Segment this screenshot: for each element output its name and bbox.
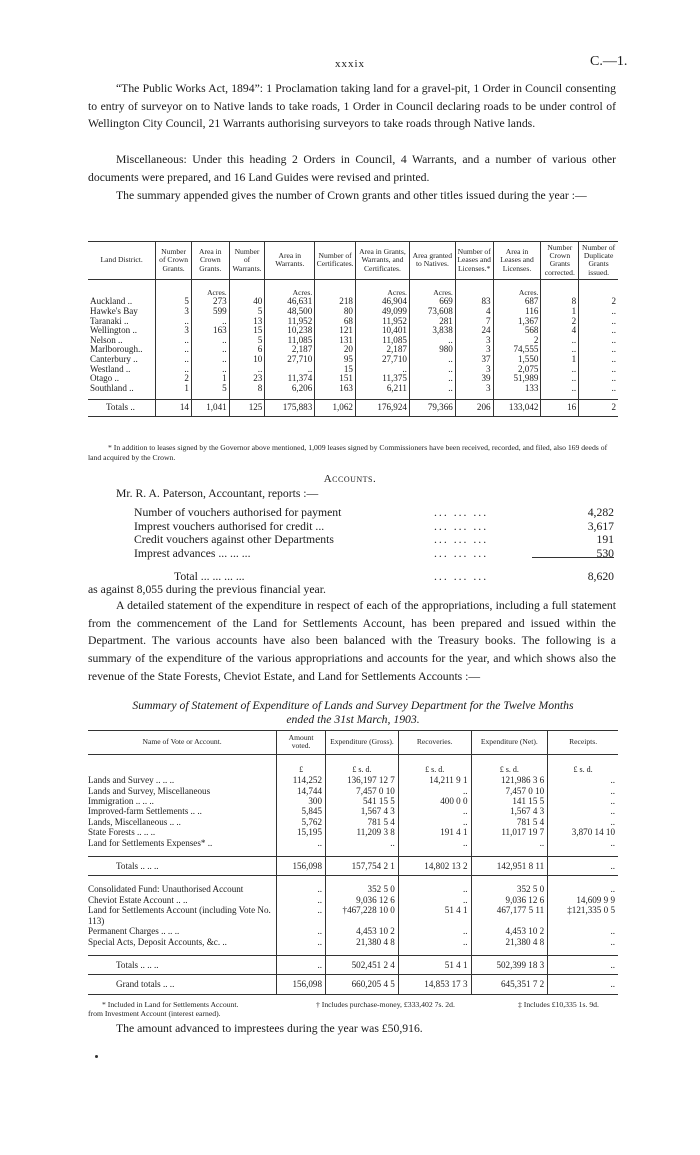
column-header: Number of Crown Grants.: [156, 242, 192, 280]
table-cell: 11,952: [355, 317, 409, 327]
table-cell: ..: [156, 317, 192, 327]
table-cell: 300: [277, 796, 326, 806]
units-row: Acres. Acres. Acres. Acres. Acres.: [88, 279, 618, 297]
table-cell: 21,380 4 8: [326, 937, 399, 956]
table-body: [88, 279, 618, 400]
column-header: Area granted to Natives.: [409, 242, 455, 280]
column-header: Number of Certificates.: [315, 242, 356, 280]
table-cell: 5: [191, 384, 229, 400]
row-label: Auckland ..: [90, 296, 133, 307]
table-cell: 5: [229, 336, 265, 346]
table-cell: ..: [548, 937, 618, 956]
table-cell: ..: [409, 384, 455, 400]
table-cell: ..: [579, 336, 618, 346]
table-cell: ..: [156, 336, 192, 346]
table-cell: ..: [579, 374, 618, 384]
row-label: Consolidated Fund: Unauthorised Account: [88, 884, 244, 895]
table-cell: 157,754 2 1: [326, 857, 399, 876]
table-cell: 352 5 0: [326, 884, 399, 894]
table-cell: 156,098: [277, 857, 326, 876]
table-cell: 3,870 14 10: [548, 827, 618, 837]
table-cell: ‡121,335 0 5: [548, 905, 618, 926]
column-header: Expenditure (Net).: [471, 731, 548, 755]
table-row: [88, 365, 618, 375]
column-header: Land District.: [88, 242, 156, 280]
table-cell: 1: [156, 384, 192, 400]
table-cell: ..: [579, 317, 618, 327]
table-row: [88, 817, 618, 827]
table-cell: 136,197 12 7: [326, 775, 399, 785]
table-cell: ..: [191, 365, 229, 375]
row-label: Land for Settlements Account (including Vote No. 113): [88, 905, 271, 926]
table-row: [88, 975, 618, 994]
table-cell: 15: [229, 326, 265, 336]
table-cell: 5,762: [277, 817, 326, 827]
table-cell: 48,500: [265, 307, 315, 317]
table-cell: ..: [398, 937, 471, 956]
table-cell: 1,550: [493, 355, 541, 365]
table-cell: 9,036 12 6: [471, 895, 548, 905]
table-cell: ..: [398, 806, 471, 816]
table-cell: 141 15 5: [471, 796, 548, 806]
table-cell: 2: [493, 336, 541, 346]
table-cell: ..: [548, 786, 618, 796]
table-header-row: [88, 242, 618, 280]
table-cell: 133: [493, 384, 541, 400]
table-cell: 14,609 9 9: [548, 895, 618, 905]
table-row: [88, 384, 618, 400]
row-label: Marlborough..: [90, 344, 143, 355]
page-mark: [95, 1055, 98, 1058]
table-row: [88, 895, 618, 905]
table-cell: 3,838: [409, 326, 455, 336]
table-cell: 1: [541, 307, 579, 317]
row-label: Permanent Charges .. .. ..: [88, 926, 180, 937]
table-cell: 1,567 4 3: [326, 806, 399, 816]
table-cell: 5: [156, 297, 192, 307]
table-cell: ..: [541, 336, 579, 346]
accounts-heading: Accounts.: [323, 473, 377, 485]
table-cell: 80: [315, 307, 356, 317]
column-header: Area in Grants, Warrants, and Certificates.: [355, 242, 409, 280]
column-header: Amount voted.: [277, 731, 326, 755]
table-cell: 39: [455, 374, 493, 384]
table-cell: 11,952: [265, 317, 315, 327]
table-cell: 68: [315, 317, 356, 327]
table-row: [88, 838, 618, 857]
table-cell: ..: [277, 838, 326, 857]
row-label: Otago ..: [90, 373, 120, 384]
table-row: [88, 884, 618, 894]
table-cell: ..: [541, 345, 579, 355]
row-label: Taranaki ..: [90, 315, 129, 326]
column-header: Number of Duplicate Grants issued.: [579, 242, 618, 280]
table-row: [88, 786, 618, 796]
table-row: [88, 345, 618, 355]
row-label: Canterbury ..: [90, 353, 138, 364]
row-label: Totals .. .. ..: [88, 955, 277, 974]
table-cell: 3: [156, 307, 192, 317]
table-row: [88, 806, 618, 816]
table-cell: 24: [455, 326, 493, 336]
table-row: [88, 336, 618, 346]
table-cell: ..: [409, 374, 455, 384]
table-cell: 11,374: [265, 374, 315, 384]
table-cell: 4,453 10 2: [326, 926, 399, 936]
table-cell: ..: [277, 926, 326, 936]
voucher-total: Total ... ... ... ... ... ... ... 8,620: [174, 570, 614, 584]
table-cell: 8: [229, 384, 265, 400]
table-cell: 49,099: [355, 307, 409, 317]
table-cell: 10,401: [355, 326, 409, 336]
table-cell: †467,228 10 0: [326, 905, 399, 926]
row-label: Hawke's Bay: [90, 306, 138, 316]
row-label: Westland ..: [90, 363, 131, 374]
table-cell: 5,845: [277, 806, 326, 816]
table-cell: 5: [229, 307, 265, 317]
table-cell: 27,710: [265, 355, 315, 365]
row-label: Wellington ..: [90, 325, 138, 336]
table-cell: 83: [455, 297, 493, 307]
table-cell: 10,238: [265, 326, 315, 336]
table-cell: ..: [548, 838, 618, 857]
table-cell: 273: [191, 297, 229, 307]
table-cell: 568: [493, 326, 541, 336]
document-page: xxxix C.—1. “The Public Works Act, 1894”: 1 Proclamation taking land for a gravel-pit, 1 Order in Council consenting to entry of surveyor on to Native lands to take roads, 1 Order in Council declaring roads to be under control of Wellington City Council, 21 Warrants authorising surveyors to take roads through Native lands. Miscellaneous: Under this heading 2 Orders in Council, 4 Warrants, and a number of various other documents were prepared, and 16 Land Guides were revised and printed. The summary appended gives the number of Crown grants and other titles issued during the year :— Land District. Number of Crown Grants. Area in Crown Grants. Number of Warrants. Area in Warrants. Number of Certificates. Area in Grants, Warrants, and Certificates. Area granted to Natives. Number of Leases and Licenses.* Area in Leases and Licenses. Number Crown Grants corrected. Number of Duplicate Grants issued. Acres. Acres. Acres. Acres. Acres. Auckland .. 5 273 40 46,631 218 46,904 669 83 687 8 2 Hawke's Bay 3 599 5 48,500 80 49,099 73,608 4 116 1 .. Taranaki .. .. .. 13 11,952 68 11,952 281 7 1,367 2 .. Wellington .. 3 163 15 10,238 121 10,401 3,838 24 568 4 .. Nelson .. .. .. 5 11,085 131 11,085 .. 3 2 .. .. Marlborough.. .. .. 6 2,187 20 2,187 980 3 74,555 .. .. Canterbury .. .. .. 10 27,710 95 27,710 .. 37 1,550 1 .. Westland .. .. .. .. .. 15 .. .. 3 2,075 .. .. Otago .. 2 1 23 11,374 151 11,375 .. 39 51,989 .. .. Southland .. 1 5 8 6,206 163 6,211 .. 3 133 .. .. Totals .. 14 1,041 125 175,883 1,062 176,924 79,366 206 133,042 16 2 * In addition to leases signed by the Governor above mentioned, 1,009 leases signed by Commissioners have been received, recorded, and filed, also 169 deeds of land acquired by the Crown. Accounts. Mr. R. A. Paterson, Accountant, reports :— Number of vouchers authorised for payment ... ... ... 4,282 Imprest vouchers authorised for credit ... ... ... ... 3,617 Credit vouchers against other Departments ... ... ... 191 Imprest advances ... ... ... ... ... ... 530 Total ... ... ... ... ... ... ... 8,620 as against 8,055 during the previous financial year. A detailed statement of the expenditure in respect of each of the appropriations, including a full statement from the commencement of the Land for Settlements Account, has been prepared and issued within the Department. The various accounts have also been balanced with the Treasury books. The following is a summary of the expenditure of the various appropriations and accounts for the year, and which shows also the revenue of the State Forests, Cheviot Estate, and Land for Settlements Accounts :— Summary of Statement of Expenditure of Lands and Survey Department for the Twelve Months ended the 31st March, 1903. Name of Vote or Account. Amount voted. Expenditure (Gross). Recoveries. Expenditure (Net). Receipts. £ £ s. d. £ s. d. £ s. d. £ s. d. Lands and Survey .. .. .. 114,252 136,197 12 7 14,211 9 1 121,986 3 6 .. Lands and Survey, Miscellaneous 14,744 7,457 0 10 .. 7,457 0 10 .. Immigration .. .. .. 300 541 15 5 400 0 0 141 15 5 .. Improved-farm Settlements .. .. 5,845 1,567 4 3 .. 1,567 4 3 .. Lands, Miscellaneous .. .. 5,762 781 5 4 .. 781 5 4 .. State Forests .. .. .. 15,195 11,209 3 8 191 4 1 11,017 19 7 3,870 14 10 Land for Settlements Expenses* .. .. .. .. .. .. Totals .. .. .. 156,098 157,754 2 1 14,802 13 2 142,951 8 11 .. Consolidated Fund: Unauthorised Account .. 352 5 0 .. 352 5 0 .. Cheviot Estate Account .. .. .. 9,036 12 6 .. 9,036 12 6 14,609 9 9 Land for Settlements Account (including Vote No. 113) .. †467,228 10 0 51 4 1 467,177 5 11 ‡121,335 0 5 Permanent Charges .. .. .. .. 4,453 10 2 .. 4,453 10 2 .. Special Acts, Deposit Accounts, &c. .. .. 21,380 4 8 .. 21,380 4 8 .. Totals .. .. .. .. 502,451 2 4 51 4 1 502,399 18 3 .. Grand totals .. .. 156,098 660,205 4 5 14,853 17 3 645,351 7 2 .. * Included in Land for Settlements Account. from Investment Account (interest earned). † Includes purchase-money, £333,402 7s. 2d. ‡ Includes £10,335 1s. 9d. The amount advanced to imprestees during the year was £50,916.: [0, 0, 700, 1155]
summary-title: Summary of Statement of Expenditure of Lands and Survey Department for the Twelve Months ended the 31st March, 1903.: [132, 699, 574, 726]
table-cell: 502,399 18 3: [471, 955, 548, 974]
list-item: Number of vouchers authorised for payment ... ... ... 4,282: [134, 506, 614, 519]
table-cell: 4,453 10 2: [471, 926, 548, 936]
table-row: [88, 317, 618, 327]
table-cell: 11,017 19 7: [471, 827, 548, 837]
table-cell: ..: [191, 355, 229, 365]
table-cell: 37: [455, 355, 493, 365]
paragraph-summary-intro: The summary appended gives the number of Crown grants and other titles issued during the year :—: [116, 189, 587, 202]
table-cell: ..: [398, 838, 471, 857]
table-cell: 14,211 9 1: [398, 775, 471, 785]
table-cell: ..: [398, 895, 471, 905]
page-number: xxxix: [334, 58, 366, 70]
table-cell: ..: [548, 817, 618, 827]
table-cell: 7,457 0 10: [326, 786, 399, 796]
table-cell: 142,951 8 11: [471, 857, 548, 876]
table-cell: 687: [493, 297, 541, 307]
table-cell: 1: [541, 355, 579, 365]
row-label: Totals .. .. ..: [88, 857, 277, 876]
table-cell: 980: [409, 345, 455, 355]
table-cell: 14,802 13 2: [398, 857, 471, 876]
document-code: C.—1.: [590, 54, 628, 69]
table-row: [88, 775, 618, 785]
table-cell: 599: [191, 307, 229, 317]
spacer-row: [88, 876, 618, 885]
table-cell: ..: [409, 365, 455, 375]
table-cell: 11,085: [265, 336, 315, 346]
table-row: [88, 905, 618, 926]
table-cell: 1: [191, 374, 229, 384]
expenditure-summary-table: [88, 730, 618, 995]
crown-grants-table: [88, 241, 618, 417]
voucher-list: [134, 506, 614, 584]
table-cell: 2: [579, 297, 618, 307]
list-item: Imprest advances ... ... ... ... ... ... 530: [134, 546, 614, 560]
column-header: Area in Leases and Licenses.: [493, 242, 541, 280]
table-cell: ..: [548, 775, 618, 785]
table-cell: ..: [326, 838, 399, 857]
table-cell: ..: [579, 345, 618, 355]
table-footnote: * In addition to leases signed by the Governor above mentioned, 1,009 leases signed by Commissioners have been received, recorded, and filed, also 169 deeds of land acquired by the Crown.: [88, 443, 608, 462]
table-cell: 4: [541, 326, 579, 336]
accounts-intro: Mr. R. A. Paterson, Accountant, reports :—: [116, 487, 319, 500]
column-header: Receipts.: [548, 731, 618, 755]
row-label: Land for Settlements Expenses* ..: [88, 837, 213, 848]
column-header: Number of Warrants.: [229, 242, 265, 280]
closing-paragraph: The amount advanced to imprestees during the year was £50,916.: [116, 1022, 423, 1035]
row-label: Nelson ..: [90, 334, 123, 345]
table-cell: ..: [156, 355, 192, 365]
column-header: Recoveries.: [398, 731, 471, 755]
table-cell: 2,075: [493, 365, 541, 375]
table-cell: 20: [315, 345, 356, 355]
table-cell: 163: [315, 384, 356, 400]
table-cell: 2: [156, 374, 192, 384]
table-cell: ..: [156, 365, 192, 375]
table-cell: 51,989: [493, 374, 541, 384]
table-cell: ..: [277, 884, 326, 894]
column-header: Area in Warrants.: [265, 242, 315, 280]
table-cell: 116: [493, 307, 541, 317]
paragraph-miscellaneous: Miscellaneous: Under this heading 2 Orders in Council, 4 Warrants, and a number of various other documents were prepared, and 16 Land Guides were revised and printed.: [88, 153, 616, 184]
table-row: [88, 796, 618, 806]
table-cell: 51 4 1: [398, 955, 471, 974]
table-row: [88, 926, 618, 936]
table-cell: ..: [579, 326, 618, 336]
table-cell: 11,085: [355, 336, 409, 346]
table-cell: 14,744: [277, 786, 326, 796]
table-cell: ..: [548, 884, 618, 894]
table-cell: ..: [579, 384, 618, 400]
table-cell: 14,853 17 3: [398, 975, 471, 994]
table-cell: 46,631: [265, 297, 315, 307]
table-cell: 156,098: [277, 975, 326, 994]
table-row: [88, 326, 618, 336]
row-label: Cheviot Estate Account .. ..: [88, 894, 188, 905]
table-cell: ..: [156, 345, 192, 355]
table-cell: ..: [398, 884, 471, 894]
row-label: Southland ..: [90, 382, 134, 393]
table-cell: 21,380 4 8: [471, 937, 548, 956]
table-cell: 10: [229, 355, 265, 365]
table-cell: 8: [541, 297, 579, 307]
table-row: [88, 307, 618, 317]
column-header: Area in Crown Grants.: [191, 242, 229, 280]
table-row: [88, 827, 618, 837]
table-cell: 13: [229, 317, 265, 327]
table-row: [88, 955, 618, 974]
table-row: [88, 297, 618, 307]
table-cell: 121: [315, 326, 356, 336]
row-label: Special Acts, Deposit Accounts, &c. ..: [88, 936, 227, 947]
table-cell: 3: [455, 384, 493, 400]
table-cell: 6,206: [265, 384, 315, 400]
table-cell: ..: [191, 317, 229, 327]
paragraph-previous-year: as against 8,055 during the previous financial year.: [88, 583, 326, 596]
table-cell: 2,187: [265, 345, 315, 355]
table-cell: 502,451 2 4: [326, 955, 399, 974]
table-cell: 6: [229, 345, 265, 355]
table-cell: 3: [455, 336, 493, 346]
table-cell: 7: [455, 317, 493, 327]
table-cell: ..: [548, 796, 618, 806]
table-cell: ..: [277, 895, 326, 905]
table-cell: 46,904: [355, 297, 409, 307]
paragraph-detailed-statement: A detailed statement of the expenditure in respect of each of the appropriations, including a full statement from the commencement of the Land for Settlements Account, has been prepared and issued within the Department. The various accounts have also been balanced with the Treasury books. The following is a summary of the expenditure of the various appropriations and accounts for the year, and which shows also the revenue of the State Forests, Cheviot Estate, and Land for Settlements Accounts :—: [88, 599, 616, 683]
row-label: Grand totals .. ..: [88, 975, 277, 994]
table-cell: 1,367: [493, 317, 541, 327]
row-label: State Forests .. .. ..: [88, 827, 156, 838]
table-cell: 3: [455, 345, 493, 355]
table-cell: 27,710: [355, 355, 409, 365]
table-cell: 4: [455, 307, 493, 317]
total-rule: [532, 557, 614, 558]
table-cell: 6,211: [355, 384, 409, 400]
table-cell: 74,555: [493, 345, 541, 355]
table-cell: ..: [398, 817, 471, 827]
row-label: Improved-farm Settlements .. ..: [88, 806, 202, 817]
row-label: Lands, Miscellaneous .. ..: [88, 816, 181, 827]
table-cell: ..: [548, 806, 618, 816]
column-header: Number Crown Grants corrected.: [541, 242, 579, 280]
table-cell: ..: [277, 955, 326, 974]
table-cell: 781 5 4: [326, 817, 399, 827]
table-cell: 7,457 0 10: [471, 786, 548, 796]
table-row: [88, 937, 618, 956]
row-label: Lands and Survey, Miscellaneous: [88, 785, 211, 796]
table-cell: 3: [455, 365, 493, 375]
table-cell: 114,252: [277, 775, 326, 785]
table-cell: 95: [315, 355, 356, 365]
table-cell: ..: [409, 355, 455, 365]
table-cell: 352 5 0: [471, 884, 548, 894]
table-cell: 2,187: [355, 345, 409, 355]
table-header-row: [88, 731, 618, 755]
table-cell: ..: [277, 905, 326, 926]
paragraph-public-works: “The Public Works Act, 1894”: 1 Proclamation taking land for a gravel-pit, 1 Order in Council consenting to entry of surveyor on to Native lands to take roads, 1 Order in Council declaring roads to be under control of Wellington City Council, 21 Warrants authorising surveyors to take roads through Native lands.: [88, 82, 616, 131]
table-cell: ..: [541, 365, 579, 375]
table-cell: ..: [191, 345, 229, 355]
table-cell: 669: [409, 297, 455, 307]
table-cell: ..: [229, 365, 265, 375]
units-row: £ £ s. d. £ s. d. £ s. d. £ s. d.: [88, 754, 618, 775]
table-row: [88, 857, 618, 876]
totals-row: Totals .. 14 1,041 125 175,883 1,062 176,924 79,366 206 133,042 16 2: [88, 400, 618, 417]
table-cell: 121,986 3 6: [471, 775, 548, 785]
table-cell: 645,351 7 2: [471, 975, 548, 994]
table-cell: 467,177 5 11: [471, 905, 548, 926]
table-cell: 191 4 1: [398, 827, 471, 837]
table-cell: 11,209 3 8: [326, 827, 399, 837]
table-cell: ..: [579, 355, 618, 365]
table-cell: ..: [548, 955, 618, 974]
column-header: Name of Vote or Account.: [88, 731, 277, 755]
table-cell: 3: [156, 326, 192, 336]
column-header: Expenditure (Gross).: [326, 731, 399, 755]
table-cell: ..: [398, 926, 471, 936]
column-header: Number of Leases and Licenses.*: [455, 242, 493, 280]
table-cell: ..: [471, 838, 548, 857]
table-cell: ..: [409, 336, 455, 346]
row-label: Immigration .. .. ..: [88, 796, 154, 807]
table-cell: ..: [265, 365, 315, 375]
table-cell: 218: [315, 297, 356, 307]
table-cell: 73,608: [409, 307, 455, 317]
table-cell: 281: [409, 317, 455, 327]
table-cell: 781 5 4: [471, 817, 548, 827]
table-cell: ..: [579, 307, 618, 317]
table-cell: 1,567 4 3: [471, 806, 548, 816]
table-cell: ..: [548, 926, 618, 936]
table-cell: 15,195: [277, 827, 326, 837]
table-cell: 51 4 1: [398, 905, 471, 926]
table-cell: ..: [541, 374, 579, 384]
table-cell: ..: [579, 365, 618, 375]
table-cell: 541 15 5: [326, 796, 399, 806]
table-cell: ..: [548, 975, 618, 994]
table-cell: 2: [541, 317, 579, 327]
table-cell: 15: [315, 365, 356, 375]
table-cell: 163: [191, 326, 229, 336]
table-cell: ..: [541, 384, 579, 400]
table-cell: 660,205 4 5: [326, 975, 399, 994]
table-cell: 23: [229, 374, 265, 384]
table-row: [88, 355, 618, 365]
table-cell: ..: [191, 336, 229, 346]
table-cell: ..: [548, 857, 618, 876]
table-cell: 11,375: [355, 374, 409, 384]
table-cell: ..: [277, 937, 326, 956]
list-item: Credit vouchers against other Departments ... ... ... 191: [134, 533, 614, 547]
list-item: Imprest vouchers authorised for credit ... ... ... ... 3,617: [134, 519, 614, 533]
table-body: [88, 754, 618, 994]
table-cell: 151: [315, 374, 356, 384]
table-cell: 40: [229, 297, 265, 307]
table-cell: 400 0 0: [398, 796, 471, 806]
table-row: [88, 374, 618, 384]
table-cell: ..: [355, 365, 409, 375]
row-label: Lands and Survey .. .. ..: [88, 775, 175, 786]
table-cell: 131: [315, 336, 356, 346]
table-cell: 9,036 12 6: [326, 895, 399, 905]
table-cell: ..: [398, 786, 471, 796]
